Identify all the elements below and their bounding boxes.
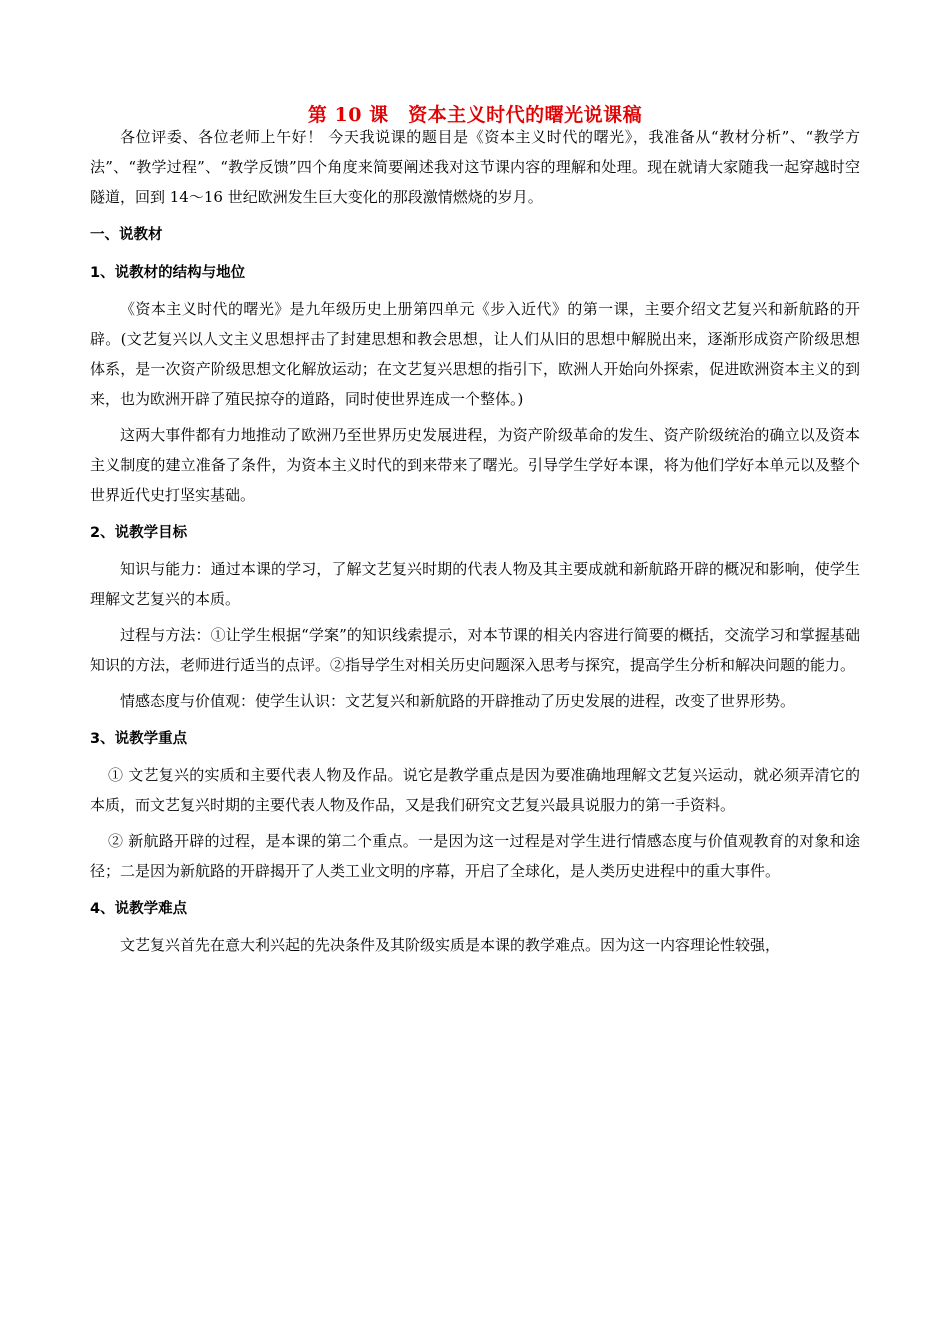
paragraph-goal-process: 过程与方法：①让学生根据“学案”的知识线索提示，对本节课的相关内容进行简要的概括，交流学习和掌握基础知识的方法，老师进行适当的点评。②指导学生对相关历史问题深入思考与探究，提高学生分析和解决问题的能力。 [90,626,860,674]
intro-paragraph: 各位评委、各位老师上午好！ 今天我说课的题目是《资本主义时代的曙光》，我准备从“教材分析”、“教学方法”、“教学过程”、“教学反馈”四个角度来简要阐述我对这节课内容的理解和处理。现在就请大家随我一起穿越时空隧道，回到 14～16 世纪欧洲发生巨大变化的那段激情燃烧的岁月。 [90,128,860,206]
document-body [90,122,860,960]
paragraph-goal-emotion: 情感态度与价值观：使学生认识：文艺复兴和新航路的开辟推动了历史发展的进程，改变了世界形势。 [120,692,796,710]
paragraph-structure-1: 《资本主义时代的曙光》是九年级历史上册第四单元《步入近代》的第一课，主要介绍文艺复兴和新航路的开辟。(文艺复兴以人文主义思想抨击了封建思想和教会思想，让人们从旧的思想中解脱出来，逐渐形成资产阶级思想体系，是一次资产阶级思想文化解放运动；在文艺复兴思想的指引下，欧洲人开始向外探索，促进欧洲资本主义的到来，也为欧洲开辟了殖民掠夺的道路，同时使世界连成一个整体。) [90,300,860,408]
paragraph-goal-knowledge: 知识与能力：通过本课的学习，了解文艺复兴时期的代表人物及其主要成就和新航路开辟的概况和影响，使学生理解文艺复兴的本质。 [90,560,860,608]
paragraph-difficulty: 文艺复兴首先在意大利兴起的先决条件及其阶级实质是本课的教学难点。因为这一内容理论性较强， [120,936,781,954]
paragraph-key-point-2: ② 新航路开辟的过程，是本课的第二个重点。一是因为这一过程是对学生进行情感态度与价值观教育的对象和途径；二是因为新航路的开辟揭开了人类工业文明的序幕，开启了全球化，是人类历史进程中的重大事件。 [90,832,860,880]
paragraph-key-point-1: ① 文艺复兴的实质和主要代表人物及作品。说它是教学重点是因为要准确地理解文艺复兴运动，就必须弄清它的本质，而文艺复兴时期的主要代表人物及作品，又是我们研究文艺复兴最具说服力的第一手资料。 [90,766,860,814]
subheading-structure: 1、说教材的结构与地位 [90,265,246,281]
subheading-key-points: 3、说教学重点 [90,731,188,747]
paragraph-structure-2: 这两大事件都有力地推动了欧洲乃至世界历史发展进程，为资产阶级革命的发生、资产阶级统治的确立以及资本主义制度的建立准备了条件，为资本主义时代的到来带来了曙光。引导学生学好本课，将为他们学好本单元以及整个世界近代史打坚实基础。 [90,426,860,504]
subheading-goals: 2、说教学目标 [90,525,188,541]
section-heading-textbook: 一、说教材 [90,227,163,243]
document-title: 第 10 课 资本主义时代的曙光说课稿 [307,104,643,126]
subheading-difficulties: 4、说教学难点 [90,901,188,917]
